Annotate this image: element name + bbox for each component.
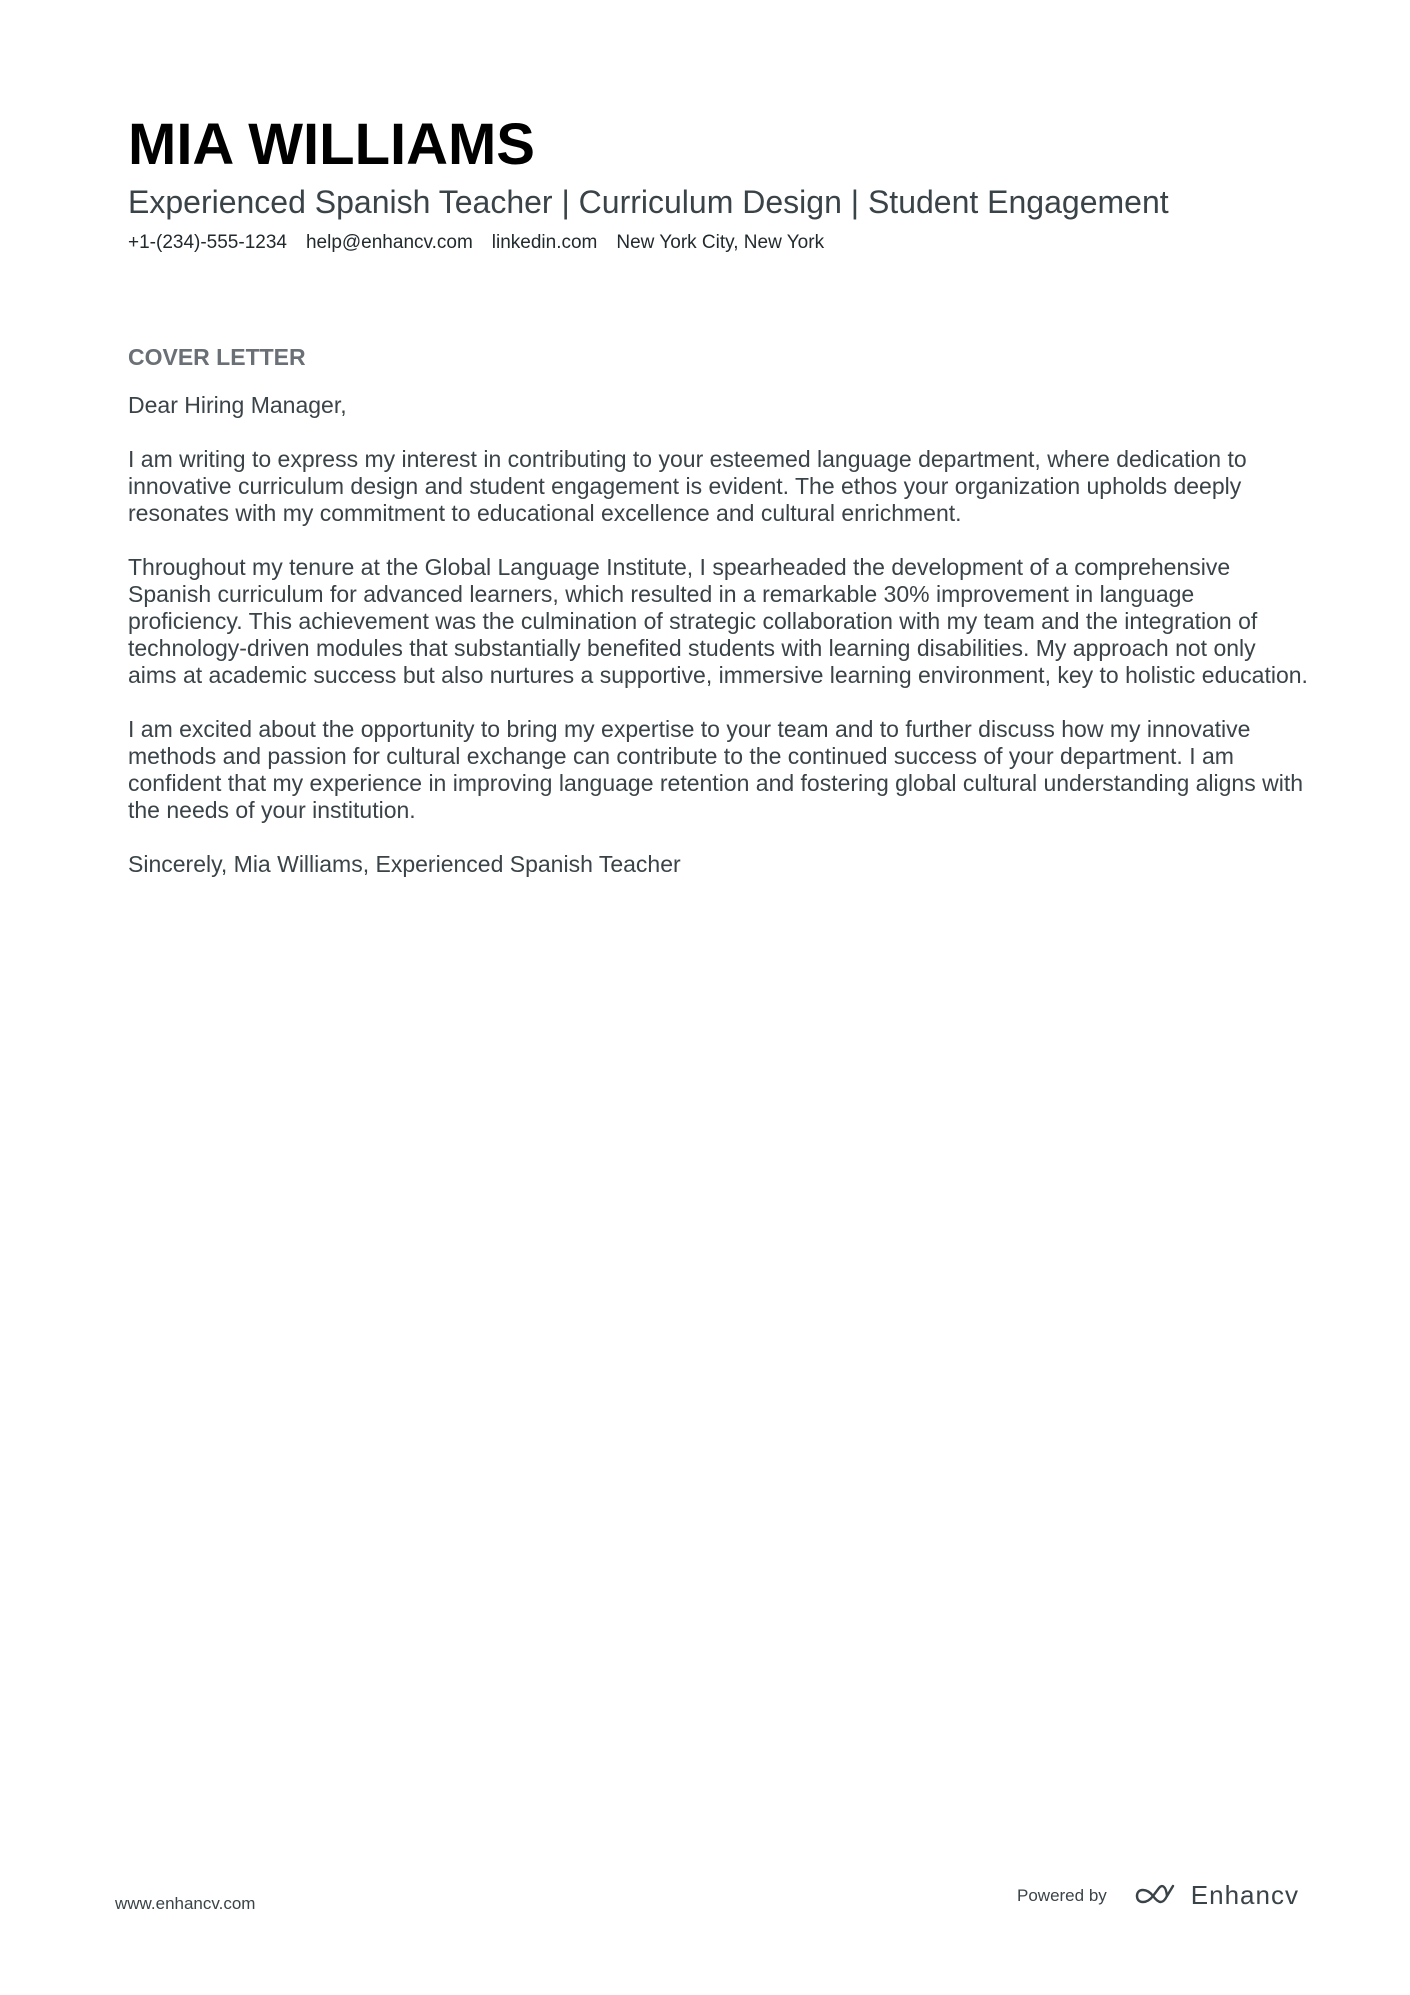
enhancv-logo-icon xyxy=(1133,1883,1181,1909)
powered-by-label: Powered by xyxy=(1017,1885,1107,1905)
section-title: COVER LETTER xyxy=(128,344,306,370)
letter-paragraph-3: I am excited about the opportunity to bring my expertise to your team and to further discuss how my innovative methods and passion for cultural exchange can contribute to the continued success of your department. I am confident that my experience in improving language retention and fostering global cultural understanding aligns with the needs of your institution. xyxy=(128,716,1304,823)
letter-paragraph-1: I am writing to express my interest in contributing to your esteemed language department, where dedication to innovative curriculum design and student engagement is evident. The ethos your organization upholds deeply resonates with my commitment to educational excellence and cultural enrichment. xyxy=(128,446,1247,526)
letter-paragraph-2: Throughout my tenure at the Global Language Institute, I spearheaded the development of a comprehensive Spanish curriculum for advanced learners, which resulted in a remarkable 30% improvement in language proficiency. This achievement was the culmination of strategic collaboration with my team and the integration of technology-driven modules that substantially benefited students with learning disabilities. My approach not only aims at academic success but also nurtures a supportive, immersive learning environment, key to holistic education. xyxy=(128,554,1308,688)
contact-location: New York City, New York xyxy=(616,232,825,253)
footer-branding xyxy=(1017,1880,1299,1911)
header xyxy=(128,112,1308,256)
candidate-name: MIA WILLIAMS xyxy=(128,112,535,177)
letter-body xyxy=(128,342,1308,905)
contact-phone: +1-(234)-555-1234 xyxy=(128,232,287,253)
contact-email: help@enhancv.com xyxy=(305,232,473,253)
contact-info xyxy=(128,230,1308,256)
letter-greeting: Dear Hiring Manager, xyxy=(128,392,347,418)
candidate-title: Experienced Spanish Teacher | Curriculum Design | Student Engagement xyxy=(128,184,1169,220)
contact-linkedin: linkedin.com xyxy=(491,232,598,253)
footer-website: www.enhancv.com xyxy=(115,1894,256,1913)
letter-closing: Sincerely, Mia Williams, Experienced Spanish Teacher xyxy=(128,851,681,877)
enhancv-wordmark: Enhancv xyxy=(1190,1880,1299,1910)
